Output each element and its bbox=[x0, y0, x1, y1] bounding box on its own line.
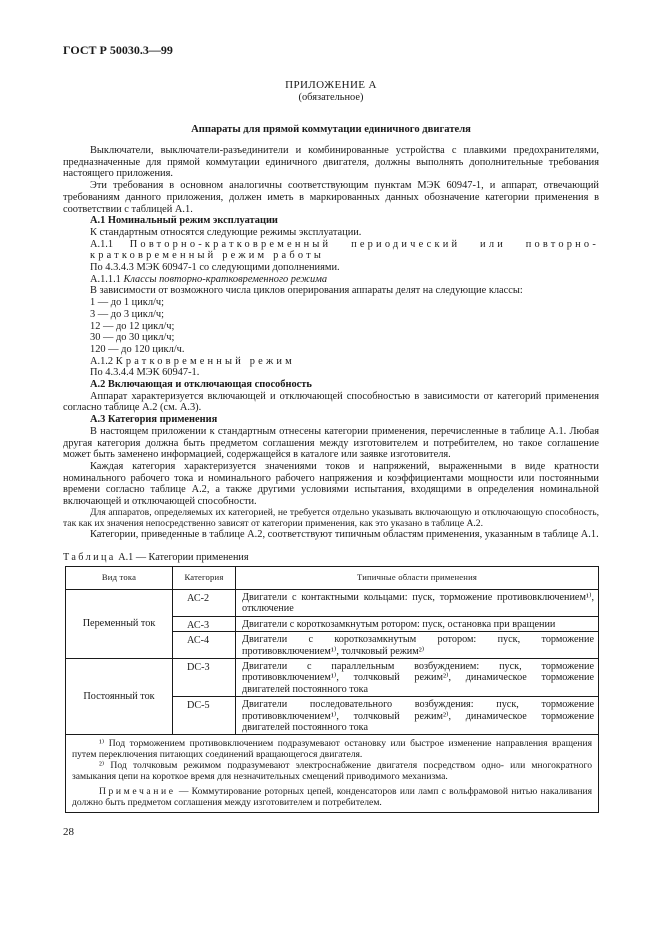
paragraph: Аппарат характеризуется включающей и отключающей способностью в зависимости от категорий применения согласно таблице А.2 (см. А.3). bbox=[63, 390, 599, 414]
note-text: — Коммутирование роторных цепей, конденсаторов или ламп с вольфрамовой нитью накаливания должно быть предметом соглашения между изготовителем и потребителем. bbox=[72, 786, 592, 808]
class-item: 30 — до 30 цикл/ч; bbox=[90, 332, 175, 344]
table-caption-label: Таблица bbox=[63, 552, 116, 563]
subsection-number: А.1.2 bbox=[90, 355, 114, 367]
page-number: 28 bbox=[63, 826, 74, 838]
column-header-category: Категория bbox=[173, 567, 236, 590]
subsection-a111 bbox=[63, 274, 599, 286]
appendix-title: ПРИЛОЖЕНИЕ А bbox=[285, 79, 377, 91]
paragraph: К стандартным относятся следующие режимы эксплуатации. bbox=[90, 226, 362, 238]
application-cell: Двигатели с контактными кольцами: пуск, торможение противовключением¹⁾, отключение bbox=[236, 590, 599, 617]
category-cell: АС-4 bbox=[173, 632, 236, 659]
table-row bbox=[66, 590, 599, 617]
current-kind-cell: Переменный ток bbox=[66, 590, 173, 659]
class-item: 1 — до 1 цикл/ч; bbox=[90, 297, 165, 309]
table-notes-row bbox=[66, 735, 599, 812]
subsection-a11 bbox=[63, 239, 599, 262]
section-heading-a3: А.3 Категория применения bbox=[90, 414, 218, 426]
application-cell: Двигатели с параллельным возбуждением: пуск, торможение противовключением¹⁾, толчковый режим²⁾, динамическое торможение двигателей постоянного тока bbox=[236, 659, 599, 697]
body-text bbox=[63, 145, 599, 541]
section-heading-a1: А.1 Номинальный режим эксплуатации bbox=[90, 215, 278, 227]
paragraph: Для аппаратов, определяемых их категорией, не требуется отдельно указывать включающую и отключающую способность, так как их значения непосредственно зависят от категории применения, как это указано в таблице А.2. bbox=[63, 506, 599, 529]
column-header-application: Типичные области применения bbox=[236, 567, 599, 590]
note-label: Примечание bbox=[99, 786, 176, 798]
category-cell: DС-5 bbox=[173, 697, 236, 735]
table-caption-text: А.1 — Категории применения bbox=[118, 552, 249, 563]
current-kind-cell: Постоянный ток bbox=[66, 659, 173, 735]
table-caption bbox=[63, 552, 249, 564]
paragraph: Категории, приведенные в таблице А.2, соответствуют типичным областям применения, указанным в таблице А.1. bbox=[90, 529, 599, 541]
application-cell: Двигатели с короткозамкнутым ротором: пуск, остановка при вращении bbox=[236, 616, 599, 631]
paragraph: Выключатели, выключатели-разъединители и комбинированные устройства с плавкими предохранителями, предназначенные для прямой коммутации единичного двигателя, должны выполнять дополнительные требования настоящего приложения. bbox=[63, 145, 599, 180]
subsection-number: А.1.1.1 bbox=[90, 273, 121, 285]
category-cell: АС-2 bbox=[173, 590, 236, 617]
paragraph: В зависимости от возможного числа циклов оперирования аппараты делят на следующие классы: bbox=[90, 285, 523, 297]
paragraph: В настоящем приложении к стандартным отнесены категории применения, перечисленные в таблице А.1. Любая другая категория должна быть предметом соглашения между изготовителем и потребителем, но такое соглашение может быть заменено информацией, содержащейся в каталоге или заявке изготовителя. bbox=[63, 425, 599, 461]
paragraph: Эти требования в основном аналогичны соответствующим пунктам МЭК 60947-1, и аппарат, отвечающий требованиям данного приложения, должен иметь в маркированных данных обозначение категории применения в соответствии с таблицей А.1. bbox=[63, 180, 599, 215]
column-header-kind: Вид тока bbox=[66, 567, 173, 590]
footnote: ²⁾ Под толчковым режимом подразумевают электроснабжение двигателя посредством одно- или многократного замыкания цепи на короткое время для незначительных смещений приводимого механизма. bbox=[72, 760, 592, 783]
subsection-title: Повторно-кратковременный периодический или повторно-кратковременный режим работы bbox=[90, 238, 599, 262]
class-item: 12 — до 12 цикл/ч; bbox=[90, 320, 175, 332]
subsection-title: Кратковременный режим bbox=[115, 355, 295, 367]
category-cell: АС-3 bbox=[173, 616, 236, 631]
table-notes bbox=[66, 735, 599, 812]
category-cell: DС-3 bbox=[173, 659, 236, 697]
application-cell: Двигатели последовательного возбуждения: пуск, торможение противовключением¹⁾, толчковый режим²⁾, динамическое торможение двигателей постоянного тока bbox=[236, 697, 599, 735]
paragraph: По 4.3.4.3 МЭК 60947-1 со следующими дополнениями. bbox=[90, 262, 340, 274]
paragraph: Каждая категория характеризуется значениями токов и напряжений, выраженными в виде кратности номинального рабочего тока и номинального рабочего напряжения и коэффициентами мощности или постоянными времени согласно таблице А.2, а также другими условиями испытания, входящими в определения номинальной включающей и отключающей способности. bbox=[63, 460, 599, 508]
subsection-title: Классы повторно-кратковременного режима bbox=[123, 273, 328, 285]
table-header-row bbox=[66, 567, 599, 590]
application-cell: Двигатели с короткозамкнутым ротором: пуск, торможение противовключением¹⁾, толчковый режим²⁾ bbox=[236, 632, 599, 659]
footnote: ¹⁾ Под торможением противовключением подразумевают остановку или быстрое изменение направления вращения путем переключения питающих соединений вращающегося двигателя. bbox=[72, 738, 592, 761]
table-row bbox=[66, 659, 599, 697]
class-item: 120 — до 120 цикл/ч. bbox=[90, 343, 185, 355]
appendix-heading: Аппараты для прямой коммутации единичного двигателя bbox=[191, 124, 471, 135]
subsection-number: А.1.1 bbox=[90, 238, 114, 250]
categories-table bbox=[65, 566, 599, 813]
section-heading-a2: А.2 Включающая и отключающая способность bbox=[90, 379, 312, 391]
standard-designation: ГОСТ Р 50030.3—99 bbox=[63, 43, 173, 57]
class-item: 3 — до 3 цикл/ч; bbox=[90, 308, 165, 320]
appendix-subtitle: (обязательное) bbox=[298, 92, 364, 103]
table-note bbox=[72, 787, 592, 809]
paragraph: По 4.3.4.4 МЭК 60947-1. bbox=[90, 367, 200, 379]
subsection-a12 bbox=[63, 356, 599, 368]
